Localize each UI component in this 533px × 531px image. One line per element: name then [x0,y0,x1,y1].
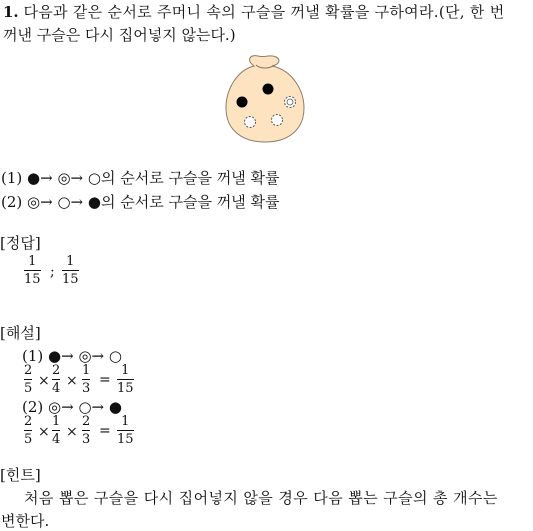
white-marble-icon [245,117,256,128]
solution-2-fraction-2: 1 4 [52,414,61,447]
answer-separator: ; [50,264,55,280]
hint-line-1: 처음 뽑은 구슬을 다시 집어넣지 않을 경우 다음 뽑는 구슬의 총 개수는 [24,489,498,507]
answer-1-fraction: 1 15 [24,254,41,287]
question-2 [1,192,279,212]
problem-statement [3,2,505,22]
double-circle-marble-icon [285,97,296,108]
solution-part-2-title: (2) ◎→ ○→ ● [22,398,122,416]
problem-line-1: 다음과 같은 순서로 주머니 속의 구슬을 꺼낼 확률을 구하여라.(단, 한 번 [23,3,505,21]
solution-1-fraction-3: 1 3 [82,363,91,396]
times-sign: × [38,373,50,389]
solution-2-fraction-1: 2 5 [24,414,33,447]
answer-2-fraction: 1 15 [62,254,79,287]
times-sign: × [66,373,78,389]
solution-part-1-title: (1) ●→ ◎→ ○ [22,347,122,365]
times-sign: × [38,424,50,440]
solution-2-result: 1 15 [117,414,134,447]
question-1-text: 의 순서로 구슬을 꺼낼 확률 [100,169,280,187]
question-1-sequence: ●→ ◎→ ○ [27,169,101,187]
question-2-sequence: ◎→ ○→ ● [27,193,101,211]
question-2-text: 의 순서로 구슬을 꺼낼 확률 [100,193,280,211]
question-2-label: (2) [1,193,23,211]
white-marble-icon [272,115,283,126]
problem-number: 1. [3,3,19,21]
solution-1-fraction-2: 2 4 [52,363,61,396]
black-marble-icon [263,84,274,95]
answer-header: [정답] [0,234,41,252]
black-marble-icon [237,97,248,108]
question-1-label: (1) [1,169,23,187]
marble-bag-figure [220,52,310,144]
solution-header: [해설] [0,324,41,342]
question-1 [1,168,279,188]
solution-1-result: 1 15 [117,363,134,396]
equals-sign: = [99,423,111,439]
times-sign: × [66,424,78,440]
hint-line-2: 변한다. [1,512,50,530]
hint-header: [힌트] [0,466,41,484]
problem-line-2: 꺼낸 구슬은 다시 집어넣지 않는다.) [3,26,236,44]
solution-2-fraction-3: 2 3 [82,414,91,447]
solution-1-fraction-1: 2 5 [24,363,33,396]
equals-sign: = [99,372,111,388]
